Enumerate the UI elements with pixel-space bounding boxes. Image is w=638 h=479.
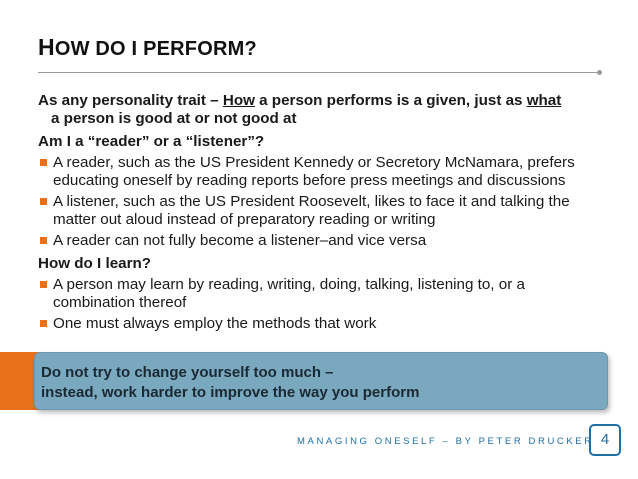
bullet-item xyxy=(38,276,598,312)
bullet-square-icon xyxy=(40,237,47,244)
lead-underline-how: How xyxy=(222,92,255,109)
slide-title xyxy=(38,34,257,61)
bullet-item xyxy=(38,154,598,190)
callout-line-1: Do not try to change yourself too much – xyxy=(41,364,334,381)
lead-underline-what: what xyxy=(526,92,562,109)
bullet-item xyxy=(38,193,598,229)
page-number: 4 xyxy=(589,424,621,456)
bullet-square-icon xyxy=(40,198,47,205)
bullet-square-icon xyxy=(40,159,47,166)
title-initial: H xyxy=(38,34,55,60)
lead-text-2: a person performs is a given, just as xyxy=(254,92,527,109)
section-heading-learn: How do I learn? xyxy=(38,255,152,272)
title-divider xyxy=(38,72,600,73)
section-heading-reader-listener: Am I a “reader” or a “listener”? xyxy=(38,133,265,150)
title-rest: OW DO I PERFORM? xyxy=(54,38,257,60)
slide-body xyxy=(38,92,598,333)
bullet-square-icon xyxy=(40,320,47,327)
bullet-text: One must always employ the methods that work xyxy=(53,315,377,332)
bullet-item xyxy=(38,315,598,333)
bullet-item xyxy=(38,232,598,250)
lead-text-continued: a person is good at or not good at xyxy=(51,110,297,127)
bullet-text: A reader can not fully become a listener–and vice versa xyxy=(53,232,427,249)
callout-line-2: instead, work harder to improve the way you perform xyxy=(41,384,420,401)
bullet-text: A reader, such as the US President Kennedy or Secretory McNamara, prefers educating oneself by reading reports before press meetings and discussions xyxy=(53,154,575,189)
bullet-text: A person may learn by reading, writing, doing, talking, listening to, or a combination thereof xyxy=(53,276,525,311)
lead-text-1: As any personality trait – xyxy=(38,92,223,109)
bullet-square-icon xyxy=(40,281,47,288)
lead-paragraph xyxy=(38,92,598,128)
divider-end-dot xyxy=(597,70,602,75)
bullet-text: A listener, such as the US President Roosevelt, likes to face it and talking the matter out aloud instead of preparatory reading or writing xyxy=(53,193,570,228)
footer-text: MANAGING ONESELF – BY PETER DRUCKER xyxy=(297,436,594,447)
callout-box xyxy=(34,352,608,410)
